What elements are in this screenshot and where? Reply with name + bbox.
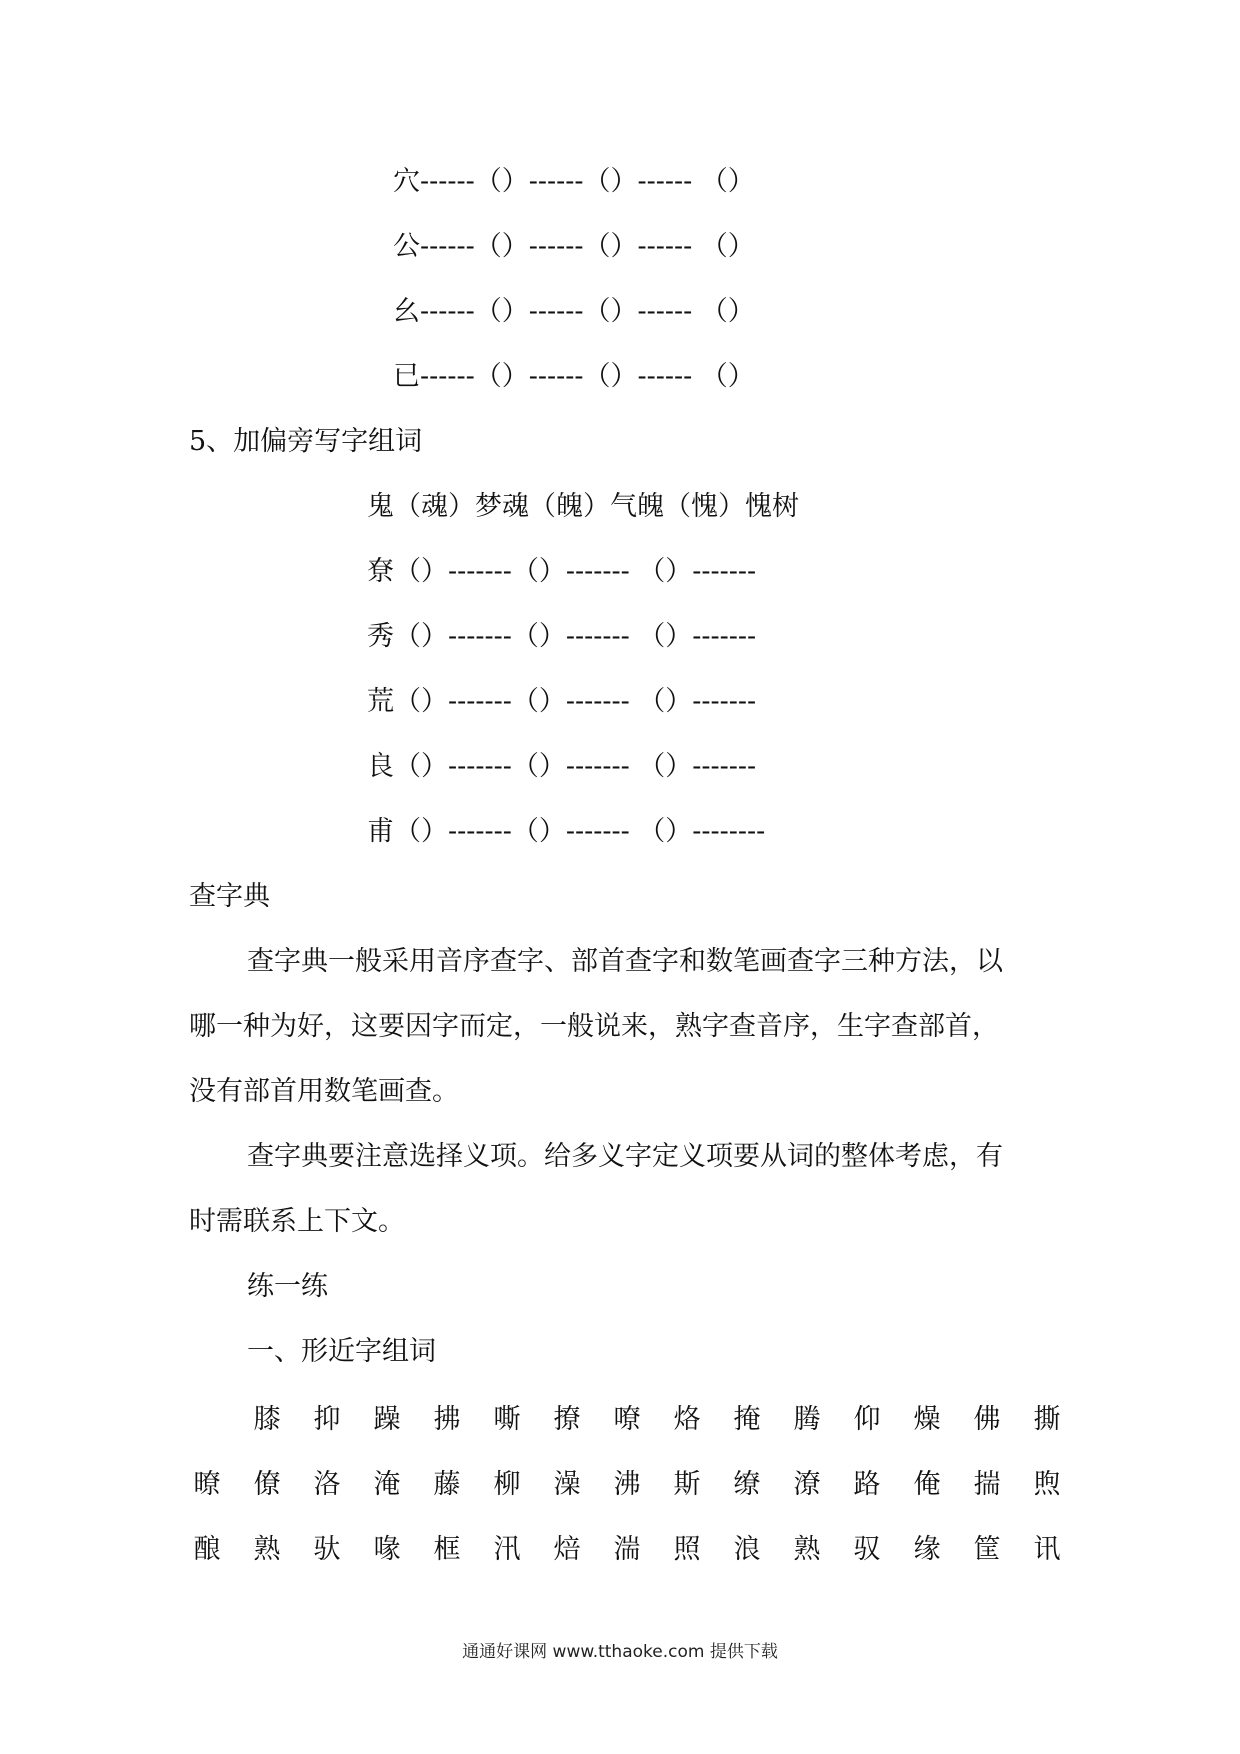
character-cell: 驮 (313, 1534, 341, 1565)
page-footer: 通通好课网 www.tthaoke.com 提供下载 (462, 1642, 778, 1662)
character-cell: 讯 (1033, 1534, 1061, 1565)
character-cell: 掩 (733, 1404, 761, 1435)
character-cell: 揣 (973, 1469, 1001, 1500)
example-line: 鬼（魂）梦魂（魄）气魄（愧）愧树 (367, 491, 799, 522)
dict-paragraph-1-line-3: 没有部首用数笔画查。 (189, 1076, 459, 1107)
part4-row: 公------（）------（）------ （） (393, 231, 755, 262)
dict-paragraph-1-line-1: 查字典一般采用音序查字、部首查字和数笔画查字三种方法，以 (247, 946, 1003, 977)
character-cell: 框 (433, 1534, 461, 1565)
character-cell: 拂 (433, 1404, 461, 1435)
part4-row: 幺------（）------（）------ （） (393, 296, 755, 327)
character-cell: 撩 (553, 1404, 581, 1435)
part5-row: 秀（）-------（）------- （）------- (367, 621, 757, 652)
character-cell: 熟 (253, 1534, 281, 1565)
dict-paragraph-1-line-2: 哪一种为好，这要因字而定，一般说来，熟字查音序，生字查部首， (189, 1011, 999, 1042)
character-cell: 俺 (913, 1469, 941, 1500)
character-cell: 仰 (853, 1404, 881, 1435)
character-cell: 筐 (973, 1534, 1001, 1565)
character-cell: 沸 (613, 1469, 641, 1500)
part5-row: 良（）-------（）------- （）------- (367, 751, 757, 782)
exercise-1-title: 一、形近字组词 (247, 1336, 436, 1367)
dict-heading: 查字典 (189, 881, 270, 912)
section5-title: 5、加偏旁写字组词 (189, 426, 423, 457)
character-cell: 照 (673, 1534, 701, 1565)
character-cell: 澡 (553, 1469, 581, 1500)
part5-row: 荒（）-------（）------- （）------- (367, 686, 757, 717)
character-cell: 浪 (733, 1534, 761, 1565)
character-cell: 腾 (793, 1404, 821, 1435)
character-cell: 佛 (973, 1404, 1001, 1435)
character-cell: 汛 (493, 1534, 521, 1565)
character-row (189, 1527, 1061, 1567)
dict-paragraph-2-line-1: 查字典要注意选择义项。给多义字定义项要从词的整体考虑，有 (247, 1141, 1003, 1172)
character-cell: 煦 (1033, 1469, 1061, 1500)
character-cell: 潦 (793, 1469, 821, 1500)
part4-row: 穴------（）------（）------ （） (393, 166, 755, 197)
character-cell: 膝 (253, 1404, 281, 1435)
character-cell: 撕 (1033, 1404, 1061, 1435)
part5-row: 甫（）-------（）------- （）-------- (367, 816, 766, 847)
character-cell: 驭 (853, 1534, 881, 1565)
part4-row: 已------（）------（）------ （） (393, 361, 755, 392)
dict-paragraph-2-line-2: 时需联系上下文。 (189, 1206, 405, 1237)
character-cell: 缘 (913, 1534, 941, 1565)
character-row (189, 1397, 1061, 1437)
character-cell: 喙 (373, 1534, 401, 1565)
part5-row: 尞（）-------（）------- （）------- (367, 556, 757, 587)
character-cell: 缭 (733, 1469, 761, 1500)
character-cell: 嘶 (493, 1404, 521, 1435)
character-cell: 燥 (913, 1404, 941, 1435)
character-cell: 暸 (193, 1469, 221, 1500)
character-cell: 焙 (553, 1534, 581, 1565)
character-cell: 淹 (373, 1469, 401, 1500)
character-cell: 熟 (793, 1534, 821, 1565)
character-cell: 抑 (313, 1404, 341, 1435)
character-cell: 湍 (613, 1534, 641, 1565)
character-cell: 嘹 (613, 1404, 641, 1435)
practice-title: 练一练 (247, 1271, 328, 1302)
character-cell: 酿 (193, 1534, 221, 1565)
character-cell: 路 (853, 1469, 881, 1500)
character-cell: 烙 (673, 1404, 701, 1435)
character-cell: 斯 (673, 1469, 701, 1500)
character-cell: 洛 (313, 1469, 341, 1500)
character-cell: 僚 (253, 1469, 281, 1500)
character-cell: 柳 (493, 1469, 521, 1500)
character-row (189, 1462, 1061, 1502)
character-cell: 藤 (433, 1469, 461, 1500)
character-cell: 躁 (373, 1404, 401, 1435)
